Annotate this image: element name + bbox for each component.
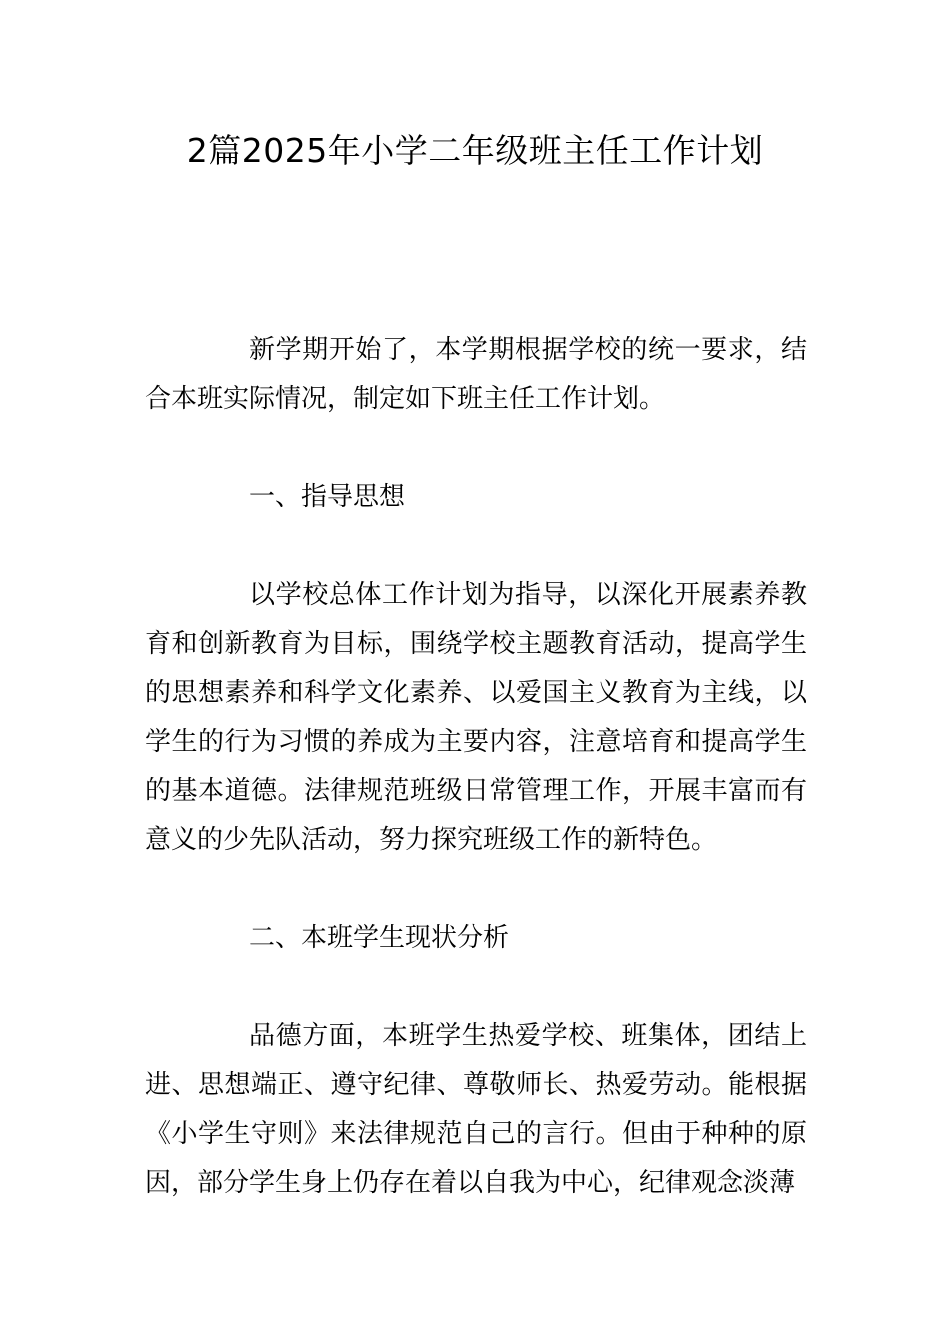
section-heading-guiding-ideology: 一、指导思想 — [249, 482, 406, 512]
guiding-ideology-paragraph: 以学校总体工作计划为指导，以深化开展素养教育和创新教育为目标，围绕学校主题教育活动，提高学生的思想素养和科学文化素养、以爱国主义教育为主线，以学生的行为习惯的养成为主要内容，注意培育和提高学生的基本道德。法律规范班级日常管理工作，开展丰富而有意义的少先队活动，努力探究班级工作的新特色。 — [145, 580, 807, 855]
document-title: 2篇2025年小学二年级班主任工作计划 — [186, 131, 764, 170]
section-heading-class-analysis: 二、本班学生现状分析 — [249, 923, 510, 953]
class-analysis-paragraph: 品德方面，本班学生热爱学校、班集体，团结上进、思想端正、遵守纪律、尊敬师长、热爱劳动。能根据《小学生守则》来法律规范自己的言行。但由于种种的原因，部分学生身上仍存在着以自我为中心，纪律观念淡薄 — [145, 1021, 807, 1198]
document-body — [145, 326, 807, 1208]
intro-paragraph: 新学期开始了，本学期根据学校的统一要求，结合本班实际情况，制定如下班主任工作计划。 — [145, 335, 807, 414]
